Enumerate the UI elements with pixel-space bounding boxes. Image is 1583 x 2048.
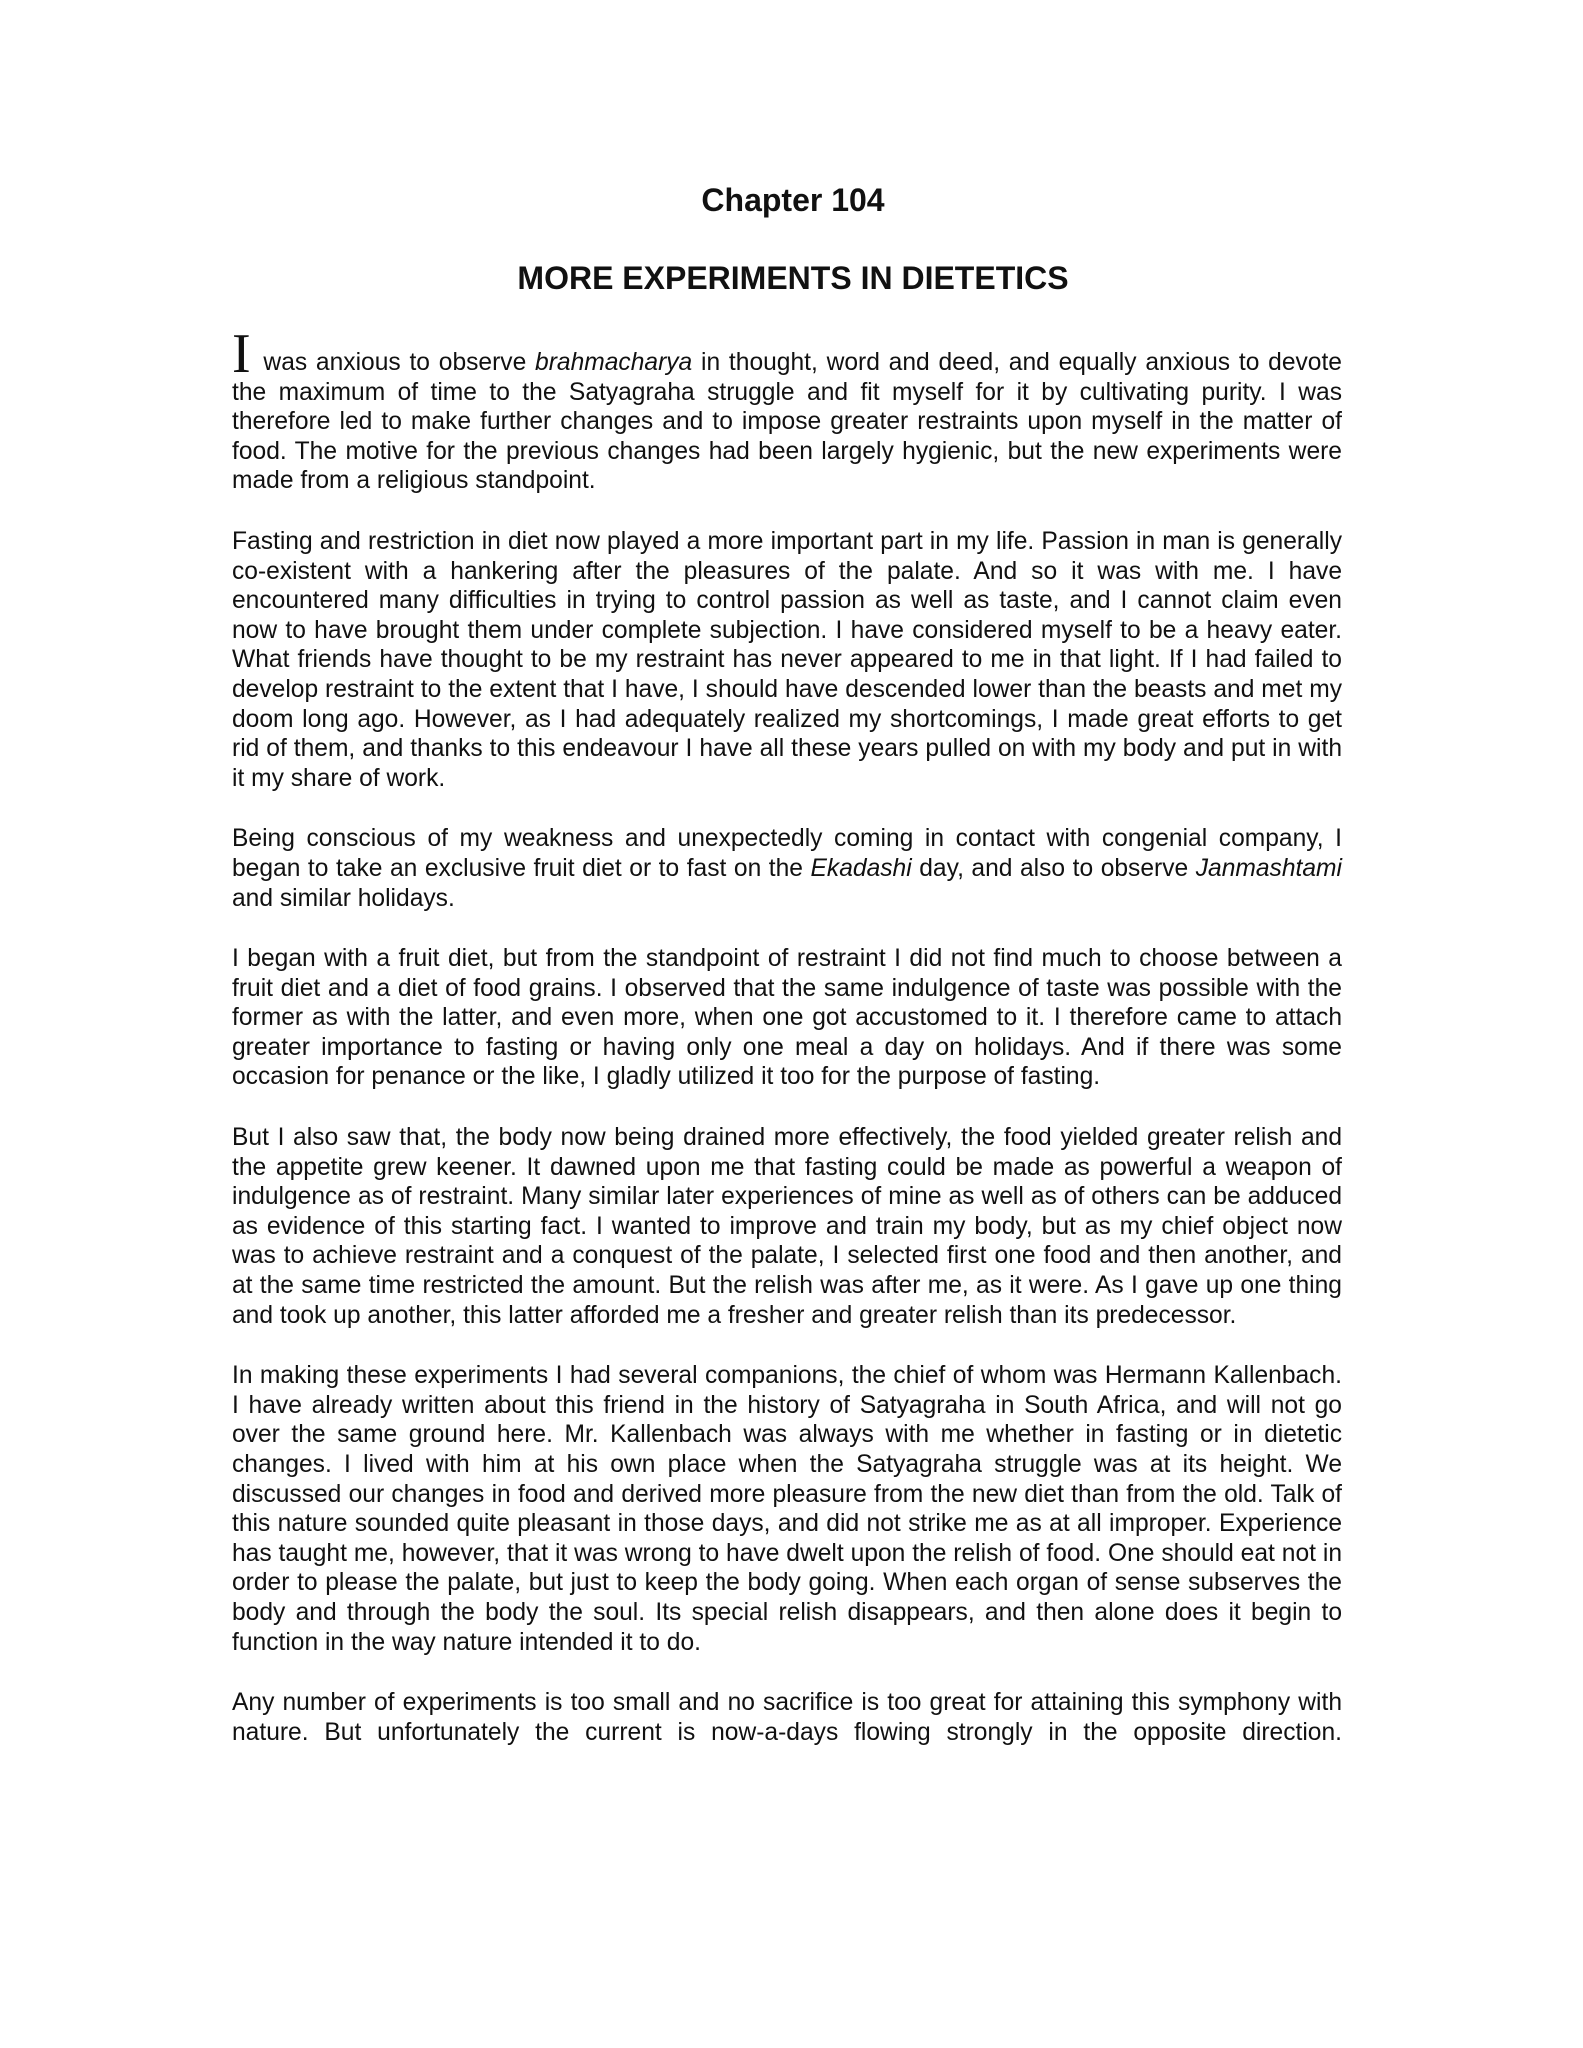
paragraph-2: Fasting and restriction in diet now played a more important part in my life. Passion in man is generally co-existent with a hankering after the pleasures of the palate. And so it was with me. I have encountered many difficulties in trying to control passion as well as taste, and I cannot claim even now to have brought them under complete subjection. I have considered myself to be a heavy eater. What friends have thought to be my restraint has never appeared to me in that light. If I had failed to develop restraint to the extent that I have, I should have descended lower than the beasts and met my doom long ago. However, as I had adequately realized my shortcomings, I made great efforts to get rid of them, and thanks to this endeavour I have all these years pulled on with my body and put in with it my share of work. [232, 527, 1342, 792]
paragraph-1 [232, 323, 1342, 496]
paragraph-5: But I also saw that, the body now being drained more effectively, the food yielded greater relish and the appetite grew keener. It dawned upon me that fasting could be made as powerful a weapon of indulgence as of restraint. Many similar later experiences of mine as well as of others can be adduced as evidence of this starting fact. I wanted to improve and train my body, but as my chief object now was to achieve restraint and a conquest of the palate, I selected first one food and then another, and at the same time restricted the amount. But the relish was after me, as it were. As I gave up one thing and took up another, this latter afforded me a fresher and greater relish than its predecessor. [232, 1124, 1342, 1329]
paragraph-3-italic-term-1: Ekadashi [810, 854, 912, 882]
paragraph-7: Any number of experiments is too small and no sacrifice is too great for attaining this symphony with nature. But unfortunately the current is now-a-days flowing strongly in the opposite direction. [232, 1689, 1342, 1746]
chapter-title: MORE EXPERIMENTS IN DIETETICS [517, 260, 1069, 296]
paragraph-3-text-c: and similar holidays. [232, 884, 455, 912]
paragraph-3-text-a: Being conscious of my weakness and unexpectedly coming in contact with congenial company, I began to take an exclusive fruit diet or to fast on the [232, 825, 1342, 882]
paragraph-3-text-b: day, and also to observe [911, 854, 1196, 882]
chapter-number: Chapter 104 [701, 182, 885, 218]
paragraph-6: In making these experiments I had several companions, the chief of whom was Hermann Kallenbach. I have already written about this friend in the history of Satyagraha in South Africa, and will not go over the same ground here. Mr. Kallenbach was always with me whether in fasting or in dietetic changes. I lived with him at his own place when the Satyagraha struggle was at its height. We discussed our changes in food and derived more pleasure from the new diet than from the old. Talk of this nature sounded quite pleasant in those days, and did not strike me as at all improper. Experience has taught me, however, that it was wrong to have dwelt upon the relish of food. One should eat not in order to please the palate, but just to keep the body going. When each organ of sense subserves the body and through the body the soul. Its special relish disappears, and then alone does it begin to function in the way nature intended it to do. [232, 1362, 1342, 1656]
document-page [232, 180, 1342, 1778]
drop-cap: I [232, 323, 251, 385]
paragraph-4: I began with a fruit diet, but from the standpoint of restraint I did not find much to choose between a fruit diet and a diet of food grains. I observed that the same indulgence of taste was possible with the former as with the latter, and even more, when one got accustomed to it. I therefore came to attach greater importance to fasting or having only one meal a day on holidays. And if there was some occasion for penance or the like, I gladly utilized it too for the purpose of fasting. [232, 945, 1342, 1091]
paragraph-1-text-a: was anxious to observe [254, 349, 536, 376]
paragraph-1-italic-term: brahmacharya [535, 349, 693, 376]
paragraph-3 [232, 824, 1342, 913]
paragraph-3-italic-term-2: Janmashtami [1195, 854, 1342, 882]
paragraph-1-text-b: in thought, word and deed, and equally anxious to devote the maximum of time to the Satyagraha struggle and fit myself for it by cultivating purity. I was therefore led to make further changes and to impose greater restraints upon myself in the matter of food. The motive for the previous changes had been largely hygienic, but the new experiments were made from a religious standpoint. [232, 349, 1342, 495]
